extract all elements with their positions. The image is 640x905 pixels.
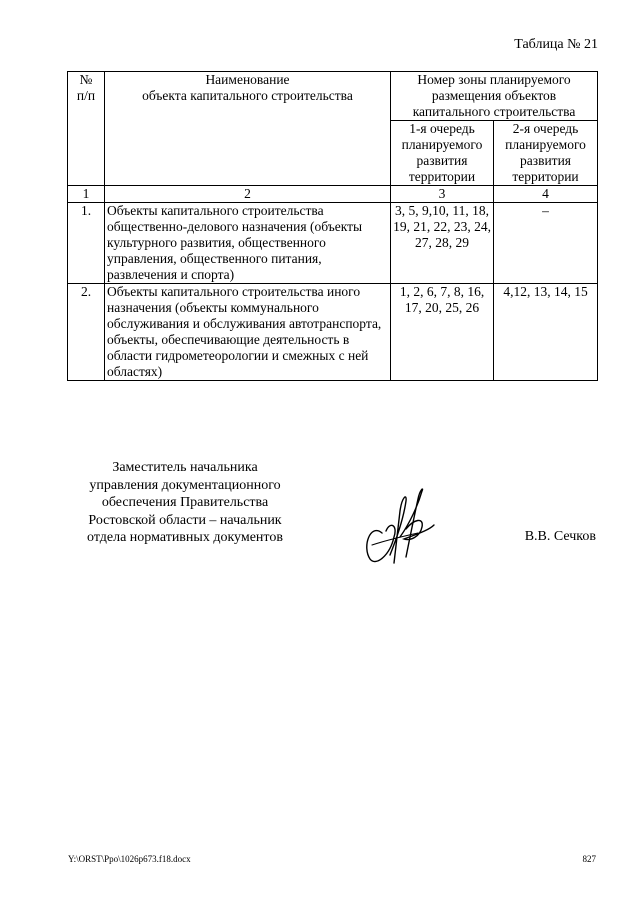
- header-stage1-line: территории: [408, 169, 476, 184]
- footer-page-number: 827: [582, 854, 596, 864]
- row-num: 1.: [68, 203, 105, 284]
- column-number: 2: [105, 186, 391, 203]
- signatory-title-line: Заместитель начальника: [112, 460, 258, 475]
- header-stage2-line: территории: [512, 169, 579, 184]
- zones-table: [67, 71, 598, 381]
- header-zone-line1: Номер зоны планируемого: [417, 72, 571, 87]
- row-num: 2.: [68, 284, 105, 381]
- header-num: [68, 72, 105, 186]
- header-row: [68, 72, 598, 121]
- table-row: [68, 284, 598, 381]
- header-name: [105, 72, 391, 186]
- header-name-line2: объекта капитального строительства: [142, 88, 353, 103]
- row-stage1: 1, 2, 6, 7, 8, 16, 17, 20, 25, 26: [391, 284, 494, 381]
- signer-name: В.В. Сечков: [524, 529, 596, 544]
- header-stage1-line: планируемого: [401, 137, 483, 152]
- row-stage2: 4,12, 13, 14, 15: [494, 284, 598, 381]
- signatory-title-line: обеспечения Правительства: [101, 495, 269, 510]
- header-stage2-line: планируемого: [505, 137, 586, 152]
- header-stage1-line: 1-я очередь: [409, 121, 475, 136]
- header-zone-line3: капитального строительства: [412, 104, 576, 119]
- signatory-title-line: управления документационного: [89, 477, 281, 493]
- header-zone-line2: размещения объектов: [431, 88, 557, 103]
- header-stage1: [391, 121, 494, 186]
- footer-file-path: Y:\ORST\Ppo\1026p673.f18.docx: [68, 854, 191, 864]
- signatory-title-line: отдела нормативных документов: [87, 530, 283, 545]
- column-number: 3: [391, 186, 494, 203]
- header-num-line1: №: [79, 72, 93, 87]
- header-num-line2: п/п: [76, 88, 96, 103]
- header-name-line1: Наименование: [205, 72, 290, 87]
- header-stage1-line: развития: [416, 153, 468, 168]
- signatory-title-line: Ростовской области – начальник: [88, 512, 282, 528]
- table-caption: Таблица № 21: [514, 37, 598, 52]
- header-stage2-line: развития: [520, 153, 572, 168]
- column-number: 4: [494, 186, 598, 203]
- header-stage2-line: 2-я очередь: [512, 121, 579, 136]
- column-number-row: [68, 186, 598, 203]
- handwritten-signature: [360, 485, 440, 567]
- signatory-title: [70, 459, 300, 547]
- table-row: [68, 203, 598, 284]
- row-name: Объекты капитального строительства общественно-делового назначения (объекты культурного развития, общественного управления, общественного питания, развлечения и спорта): [105, 203, 391, 284]
- row-stage2: –: [494, 203, 598, 284]
- header-stage2: [494, 121, 598, 186]
- column-number: 1: [68, 186, 105, 203]
- row-stage1: 3, 5, 9,10, 11, 18, 19, 21, 22, 23, 24, 27, 28, 29: [391, 203, 494, 284]
- header-zone: [391, 72, 598, 121]
- row-name: Объекты капитального строительства иного назначения (объекты коммунального обслуживания и обслуживания автотранспорта, объекты, обеспечивающие деятельность в области гидрометеорологии и смежных с ней областях): [105, 284, 391, 381]
